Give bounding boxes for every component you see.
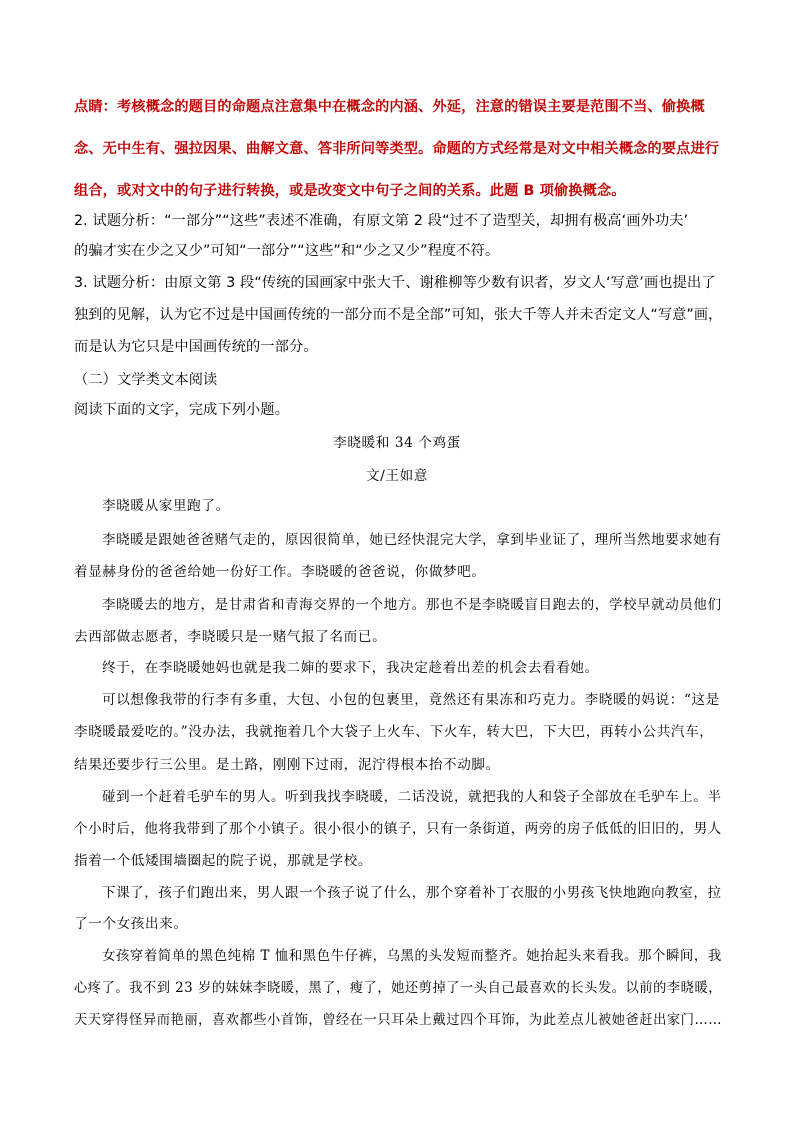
analysis-3-line-2: 独到的见解，认为它不过是中国画传统的一部分而不是全部”可知，张大千等人并未否定文人“写意”画， xyxy=(74,307,723,323)
section-instruction: 阅读下面的文字，完成下列小题。 xyxy=(74,402,290,418)
note-line-3: 组合，或对文中的句子进行转换，或是改变文中句子之间的关系。此题 B 项偷换概念。 xyxy=(74,183,626,199)
story-line: 心疼了。我不到 23 岁的妹妹李晓暖，黑了，瘦了，她还剪掉了一头自己最喜欢的长头发。以前的李晓暖， xyxy=(74,980,723,996)
story-line: 李晓暖是跟她爸爸赌气走的，原因很简单，她已经快混完大学，拿到毕业证了，理所当然地要求她有 xyxy=(102,532,722,548)
story-line: 下课了，孩子们跑出来，男人跟一个孩子说了什么，那个穿着补丁衣服的小男孩飞快地跑向教室，拉 xyxy=(102,885,722,901)
analysis-2-line-2: 的骗才实在少之又少”可知“一部分”“这些”和“少之又少”程度不符。 xyxy=(74,243,500,259)
story-line: 结果还要步行三公里。是土路，刚刚下过雨，泥泞得根本抬不动脚。 xyxy=(74,757,500,773)
analysis-2-line-1: 2. 试题分析：“一部分”“这些”表述不准确，有原文第 2 段“过不了造型关，却拥有极高‘画外功夫’ xyxy=(74,213,689,229)
story-line: 可以想像我带的行李有多重，大包、小包的包裹里，竟然还有果冻和巧克力。李晓暖的妈说：“这是 xyxy=(102,692,720,708)
story-line: 去西部做志愿者，李晓暖只是一赌气报了名而已。 xyxy=(74,629,387,645)
story-line: 李晓暖最爱吃的。”没办法，我就拖着几个大袋子上火车、下火车，转大巴，下大巴，再转小公共汽车， xyxy=(74,724,714,740)
section-heading: （二）文学类文本阅读 xyxy=(74,372,218,388)
story-line: 着显赫身份的爸爸给她一份好工作。李晓暖的爸爸说，你做梦吧。 xyxy=(74,564,486,580)
story-line: 李晓暖去的地方，是甘肃省和青海交界的一个地方。那也不是李晓暖盲目跑去的，学校早就动员他们 xyxy=(102,597,722,613)
story-line: 了一个女孩出来。 xyxy=(74,916,188,932)
story-line: 个小时后，他将我带到了那个小镇子。很小很小的镇子，只有一条街道，两旁的房子低低的旧旧的，男人 xyxy=(74,821,722,837)
analysis-3-line-1: 3. 试题分析：由原文第 3 段“传统的国画家中张大千、谢稚柳等少数有识者，岁文人‘写意’画也提出了 xyxy=(74,275,716,291)
story-line: 女孩穿着简单的黑色纯棉 T 恤和黑色牛仔裤，乌黑的头发短而整齐。她抬起头来看我。那个瞬间，我 xyxy=(102,948,722,964)
story-author: 文/王如意 xyxy=(366,468,428,484)
analysis-3-line-3: 而是认为它只是中国画传统的一部分。 xyxy=(74,339,318,355)
watermark-icon xyxy=(366,133,380,147)
note-line-2: 念、无中生有、强拉因果、曲解文意、答非所问等类型。命题的方式经常是对文中相关概念的要点进行 xyxy=(74,141,720,157)
story-line: 碰到一个赶着毛驴车的男人。听到我找李晓暖，二话没说，就把我的人和袋子全部放在毛驴车上。半 xyxy=(102,789,722,805)
story-title: 李晓暖和 34 个鸡蛋 xyxy=(333,435,461,451)
story-line: 终于，在李晓暖她妈也就是我二婶的要求下，我决定趁着出差的机会去看看她。 xyxy=(102,660,599,676)
note-line-1: 点睛：考核概念的题目的命题点注意集中在概念的内涵、外延，注意的错误主要是范围不当、偷换概 xyxy=(74,99,705,115)
story-line: 李晓暖从家里跑了。 xyxy=(102,498,230,514)
story-line: 指着一个低矮围墙圈起的院子说，那就是学校。 xyxy=(74,853,373,869)
story-line: 天天穿得怪异而艳丽，喜欢都些小首饰，曾经在一只耳朵上戴过四个耳饰，为此差点儿被她爸赶出家门…… xyxy=(74,1012,723,1028)
